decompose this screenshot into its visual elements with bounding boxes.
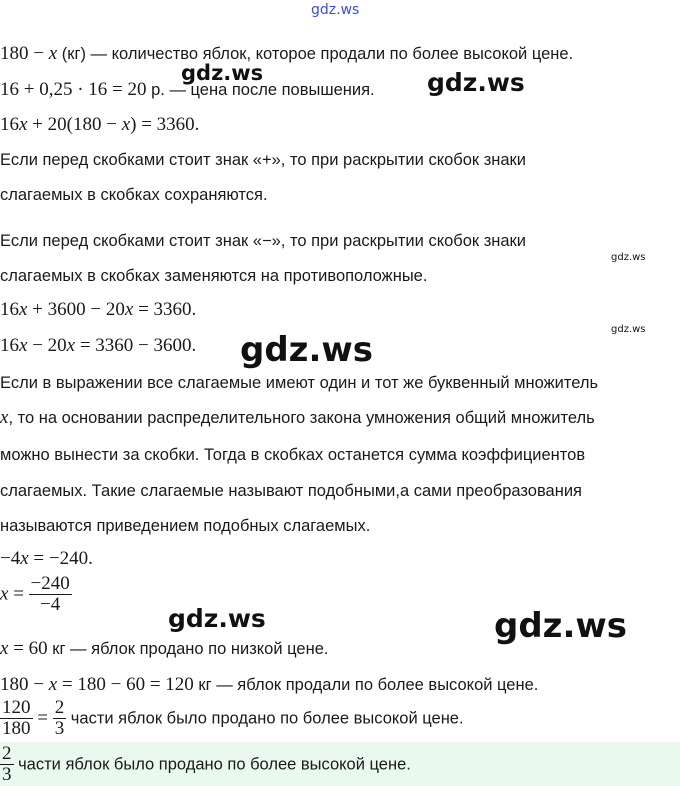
watermark: gdz.ws [611,324,646,335]
watermark: gdz.ws [427,68,525,97]
fraction-numerator: 120 [2,697,31,718]
line-text: , то на основании распределительного закона умножения общий множитель [8,409,595,427]
math-variable: x [48,674,58,695]
rule-minus-line-2: слагаемых в скобках заменяются на противоположные. [0,267,428,285]
equation-fraction [0,574,72,615]
rule-plus-line-2: слагаемых в скобках сохраняются. [0,186,268,204]
equation: −4x = −240. [0,548,93,569]
fraction-numerator: 2 [2,743,12,764]
fraction-numerator: 2 [54,697,65,718]
equation: 16x − 20x = 3360 − 3600. [0,335,197,356]
watermark: gdz.ws [240,330,374,370]
answer-block [0,742,680,786]
watermark-top[interactable]: gdz.ws [311,2,360,18]
fraction-denominator: 180 [2,718,31,739]
math-variable: x [0,583,9,605]
math-variable: x [66,335,76,356]
rule-like-terms-line-1: Если в выражении все слагаемые имеют один и тот же буквенный множитель [0,374,599,392]
math-expression: x = 60 [0,638,48,659]
watermark: gdz.ws [494,606,628,646]
math-variable: x [0,638,9,659]
math-variable: x [0,407,9,428]
fraction [0,698,33,739]
watermark: gdz.ws [181,61,264,85]
fraction [0,744,14,785]
rule-plus-line-1: Если перед скобками стоит знак «+», то при раскрытии скобок знаки [0,151,526,169]
line-text: части яблок было продано по более высокой цене. [66,709,464,728]
line-new-price [0,80,375,100]
watermark: gdz.ws [168,604,266,633]
math-expression: 180 − x [0,43,58,64]
math-variable: x [19,335,28,356]
line-high-price-apples [0,675,538,695]
answer-text: части яблок было продано по более высокой цене. [13,755,411,774]
math-expression: 180 − x = 180 − 60 = 120 [0,674,194,695]
fraction-denominator: −4 [40,594,61,615]
equals-sign: = [32,707,53,729]
line-text: (кг) — количество яблок, которое продали по более высокой цене. [57,45,574,63]
rule-like-terms-line-3: можно вынести за скобки. Тогда в скобках останется сумма коэффициентов [0,446,586,464]
rule-like-terms-line-5: называются приведением подобных слагаемых. [0,517,371,535]
fraction [53,698,67,739]
fraction-numerator: −240 [30,573,70,594]
math-variable: x [48,43,58,64]
answer-line [0,744,411,785]
rule-like-terms-line-2 [0,408,595,428]
equation: 16x + 20(180 − x) = 3360. [0,114,200,135]
rule-like-terms-line-4: слагаемых. Такие слагаемые называют подобными,а сами преобразования [0,482,582,500]
line-low-price-apples [0,639,328,659]
watermark: gdz.ws [611,252,646,263]
math-variable: x [19,299,28,320]
fraction-denominator: 3 [54,718,65,739]
line-fraction-share [0,698,464,739]
math-variable: x [124,299,134,320]
equation: 16x + 3600 − 20x = 3360. [0,299,197,320]
math-variable: x [19,114,28,135]
fraction-denominator: 3 [2,764,12,785]
line-text: кг — яблок продано по низкой цене. [47,640,329,658]
math-variable: x [20,548,29,569]
math-variable: x [121,114,131,135]
line-text: р. — цена после повышения. [146,81,375,99]
fraction [29,574,72,615]
line-text: кг — яблок продали по более высокой цене. [193,676,539,694]
rule-minus-line-1: Если перед скобками стоит знак «−», то при раскрытии скобок знаки [0,232,526,250]
line-apples-high-price [0,44,573,64]
math-expression: 16 + 0,25 · 16 = 20 [0,79,147,100]
math-expression: x = [0,583,24,605]
